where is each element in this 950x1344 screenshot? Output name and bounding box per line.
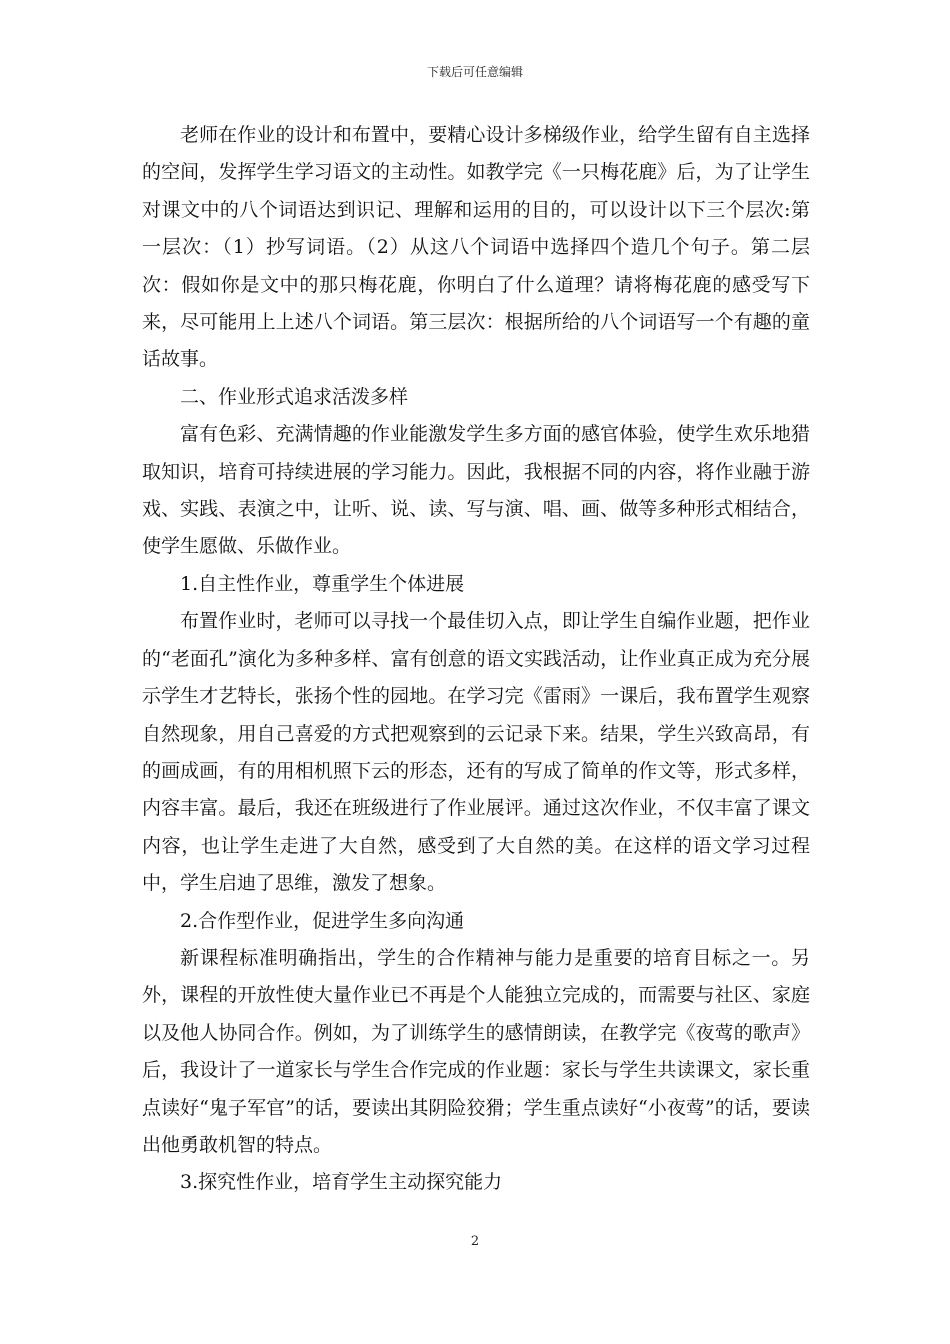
subheading-inquiry-homework: 3.探究性作业，培育学生主动探究能力	[180, 1171, 503, 1194]
document-body	[142, 117, 810, 1202]
paragraph-cooperative-homework: 新课程标准明确指出，学生的合作精神与能力是重要的培育目标之一。另外，课程的开放性使大量作业已不再是个人能独立完成的，而需要与社区、家庭以及他人协同合作。例如，为了训练学生的感情朗读，在教学完《夜莺的歌声》后，我设计了一道家长与学生合作完成的作业题：家长与学生共读课文，家长重点读好“鬼子军官”的话，要读出其阴险狡猾；学生重点读好“小夜莺”的话，要读出他勇敢机智的特点。	[142, 946, 810, 1156]
subheading-cooperative-homework: 2.合作型作业，促进学生多向沟通	[180, 909, 465, 932]
page-number: 2	[470, 1234, 480, 1249]
page-header: 下载后可任意编辑	[426, 65, 523, 79]
paragraph-tiered-homework: 老师在作业的设计和布置中，要精心设计多梯级作业，给学生留有自主选择的空间，发挥学生学习语文的主动性。如教学完《一只梅花鹿》后，为了让学生对课文中的八个词语达到识记、理解和运用的目的，可以设计以下三个层次:第一层次：（1）抄写词语。（2）从这八个词语中选择四个造几个句子。第二层次：假如你是文中的那只梅花鹿，你明白了什么道理？请将梅花鹿的感受写下来，尽可能用上上述八个词语。第三层次：根据所给的八个词语写一个有趣的童话故事。	[142, 124, 810, 371]
paragraph-autonomous-homework: 布置作业时，老师可以寻找一个最佳切入点，即让学生自编作业题，把作业的“老面孔”演化为多种多样、富有创意的语文实践活动，让作业真正成为充分展示学生才艺特长，张扬个性的园地。在学习完《雷雨》一课后，我布置学生观察自然现象，用自己喜爱的方式把观察到的云记录下来。结果，学生兴致高昂，有的画成画，有的用相机照下云的形态，还有的写成了简单的作文等，形式多样，内容丰富。最后，我还在班级进行了作业展评。通过这次作业，不仅丰富了课文内容，也让学生走进了大自然，感受到了大自然的美。在这样的语文学习过程中，学生启迪了思维，激发了想象。	[142, 610, 810, 895]
section-heading-homework-forms: 二、作业形式追求活泼多样	[180, 385, 409, 408]
paragraph-colorful-homework: 富有色彩、充满情趣的作业能激发学生多方面的感官体验，使学生欢乐地猎取知识，培育可持续进展的学习能力。因此，我根据不同的内容，将作业融于游戏、实践、表演之中，让听、说、读、写与演、唱、画、做等多种形式相结合，使学生愿做、乐做作业。	[142, 423, 810, 558]
subheading-autonomous-homework: 1.自主性作业，尊重学生个体进展	[180, 572, 465, 595]
